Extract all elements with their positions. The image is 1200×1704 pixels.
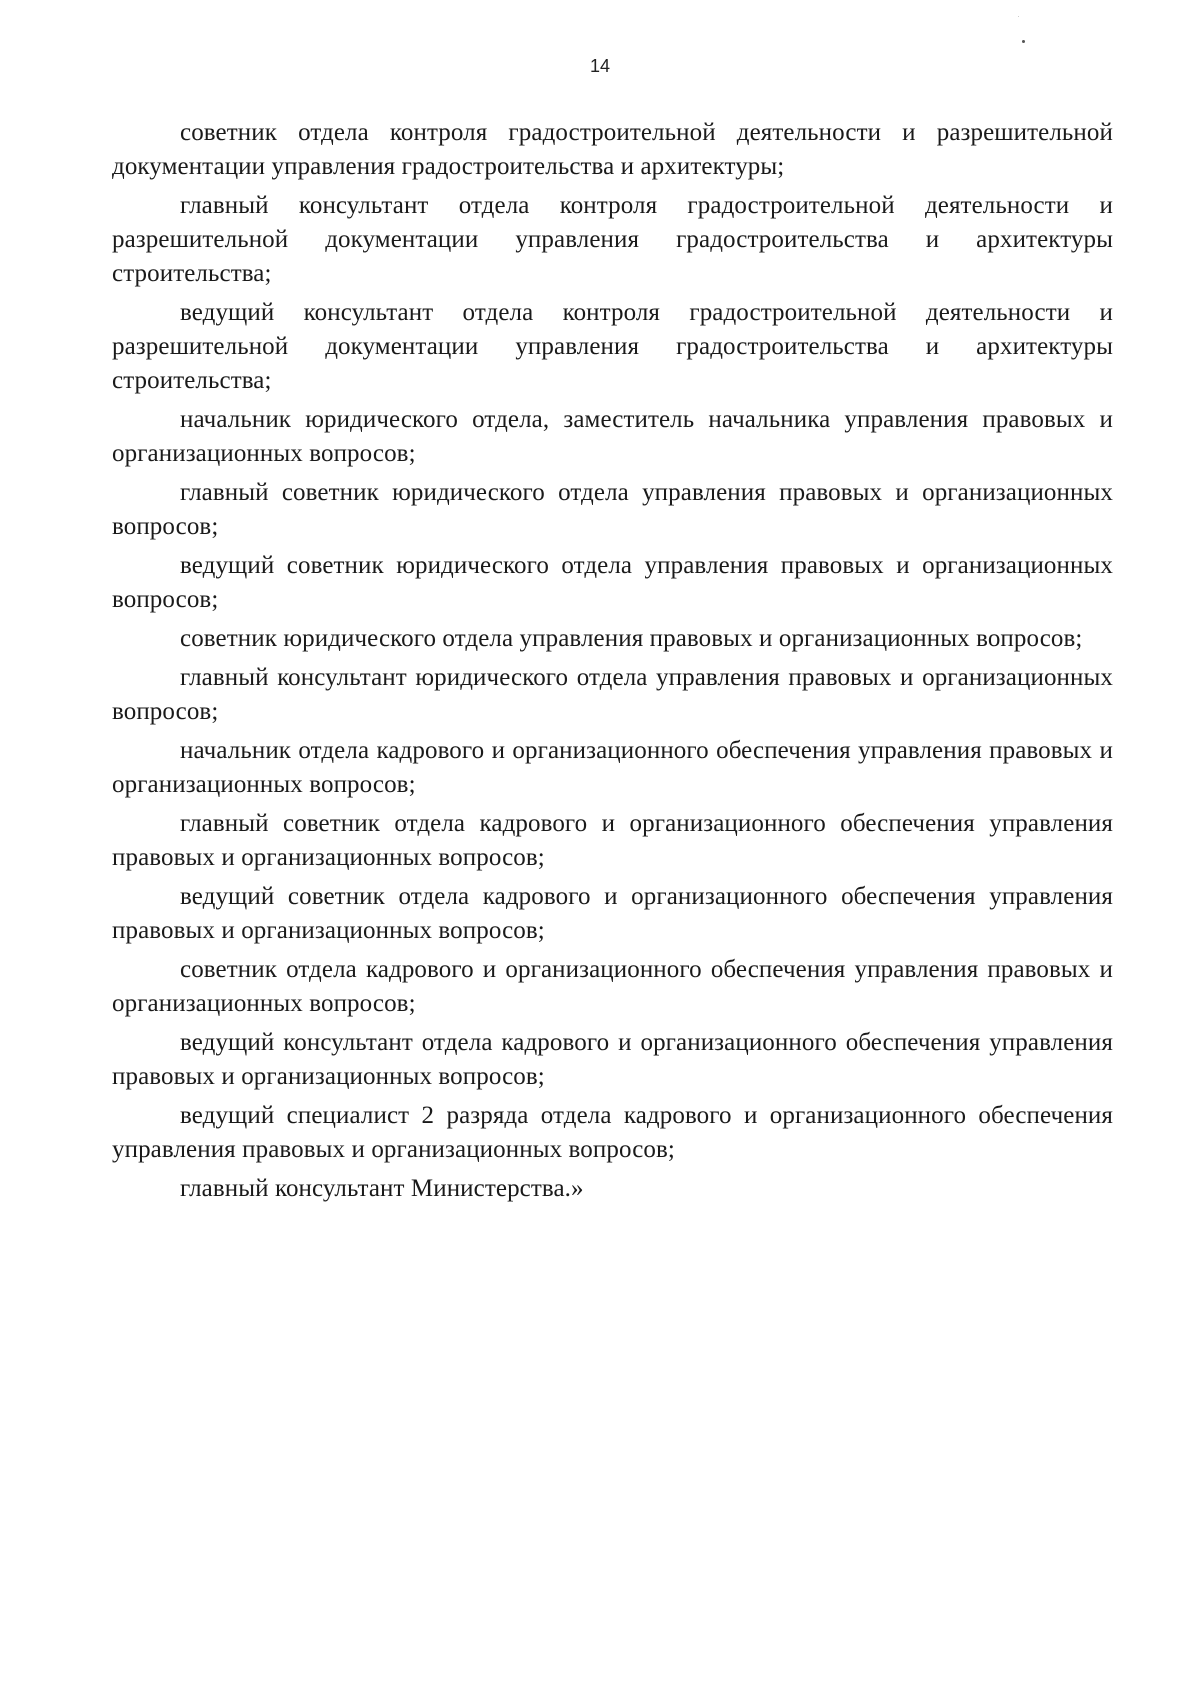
position-item: начальник юридического отдела, заместитель начальника управления правовых и организационных вопросов; bbox=[112, 406, 1113, 467]
position-item: главный консультант отдела контроля градостроительной деятельности и разрешительной документации управления градостроительства и архитектуры строительства; bbox=[112, 192, 1113, 287]
position-item: советник отдела контроля градостроительной деятельности и разрешительной документации управления градостроительства и архитектуры; bbox=[112, 119, 1113, 180]
position-item: ведущий советник юридического отдела управления правовых и организационных вопросов; bbox=[112, 552, 1113, 613]
position-item: ведущий консультант отдела контроля градостроительной деятельности и разрешительной документации управления градостроительства и архитектуры строительства; bbox=[112, 299, 1113, 394]
scan-artifact-dot bbox=[1018, 16, 1019, 17]
scan-artifact-dot bbox=[1022, 40, 1025, 43]
position-item: ведущий советник отдела кадрового и организационного обеспечения управления правовых и организационных вопросов; bbox=[112, 883, 1113, 944]
position-item: советник отдела кадрового и организационного обеспечения управления правовых и организационных вопросов; bbox=[112, 956, 1113, 1017]
page-number: 14 bbox=[589, 56, 611, 76]
position-item: главный консультант юридического отдела управления правовых и организационных вопросов; bbox=[112, 664, 1113, 725]
document-body bbox=[112, 116, 1113, 1211]
position-item: ведущий консультант отдела кадрового и организационного обеспечения управления правовых и организационных вопросов; bbox=[112, 1029, 1113, 1090]
position-item: начальник отдела кадрового и организационного обеспечения управления правовых и организационных вопросов; bbox=[112, 737, 1113, 798]
position-item: советник юридического отдела управления правовых и организационных вопросов; bbox=[180, 625, 1083, 652]
position-item: главный советник отдела кадрового и организационного обеспечения управления правовых и организационных вопросов; bbox=[112, 810, 1113, 871]
position-item: главный консультант Министерства.» bbox=[180, 1175, 584, 1202]
position-item: главный советник юридического отдела управления правовых и организационных вопросов; bbox=[112, 479, 1113, 540]
position-item: ведущий специалист 2 разряда отдела кадрового и организационного обеспечения управления правовых и организационных вопросов; bbox=[112, 1102, 1113, 1163]
